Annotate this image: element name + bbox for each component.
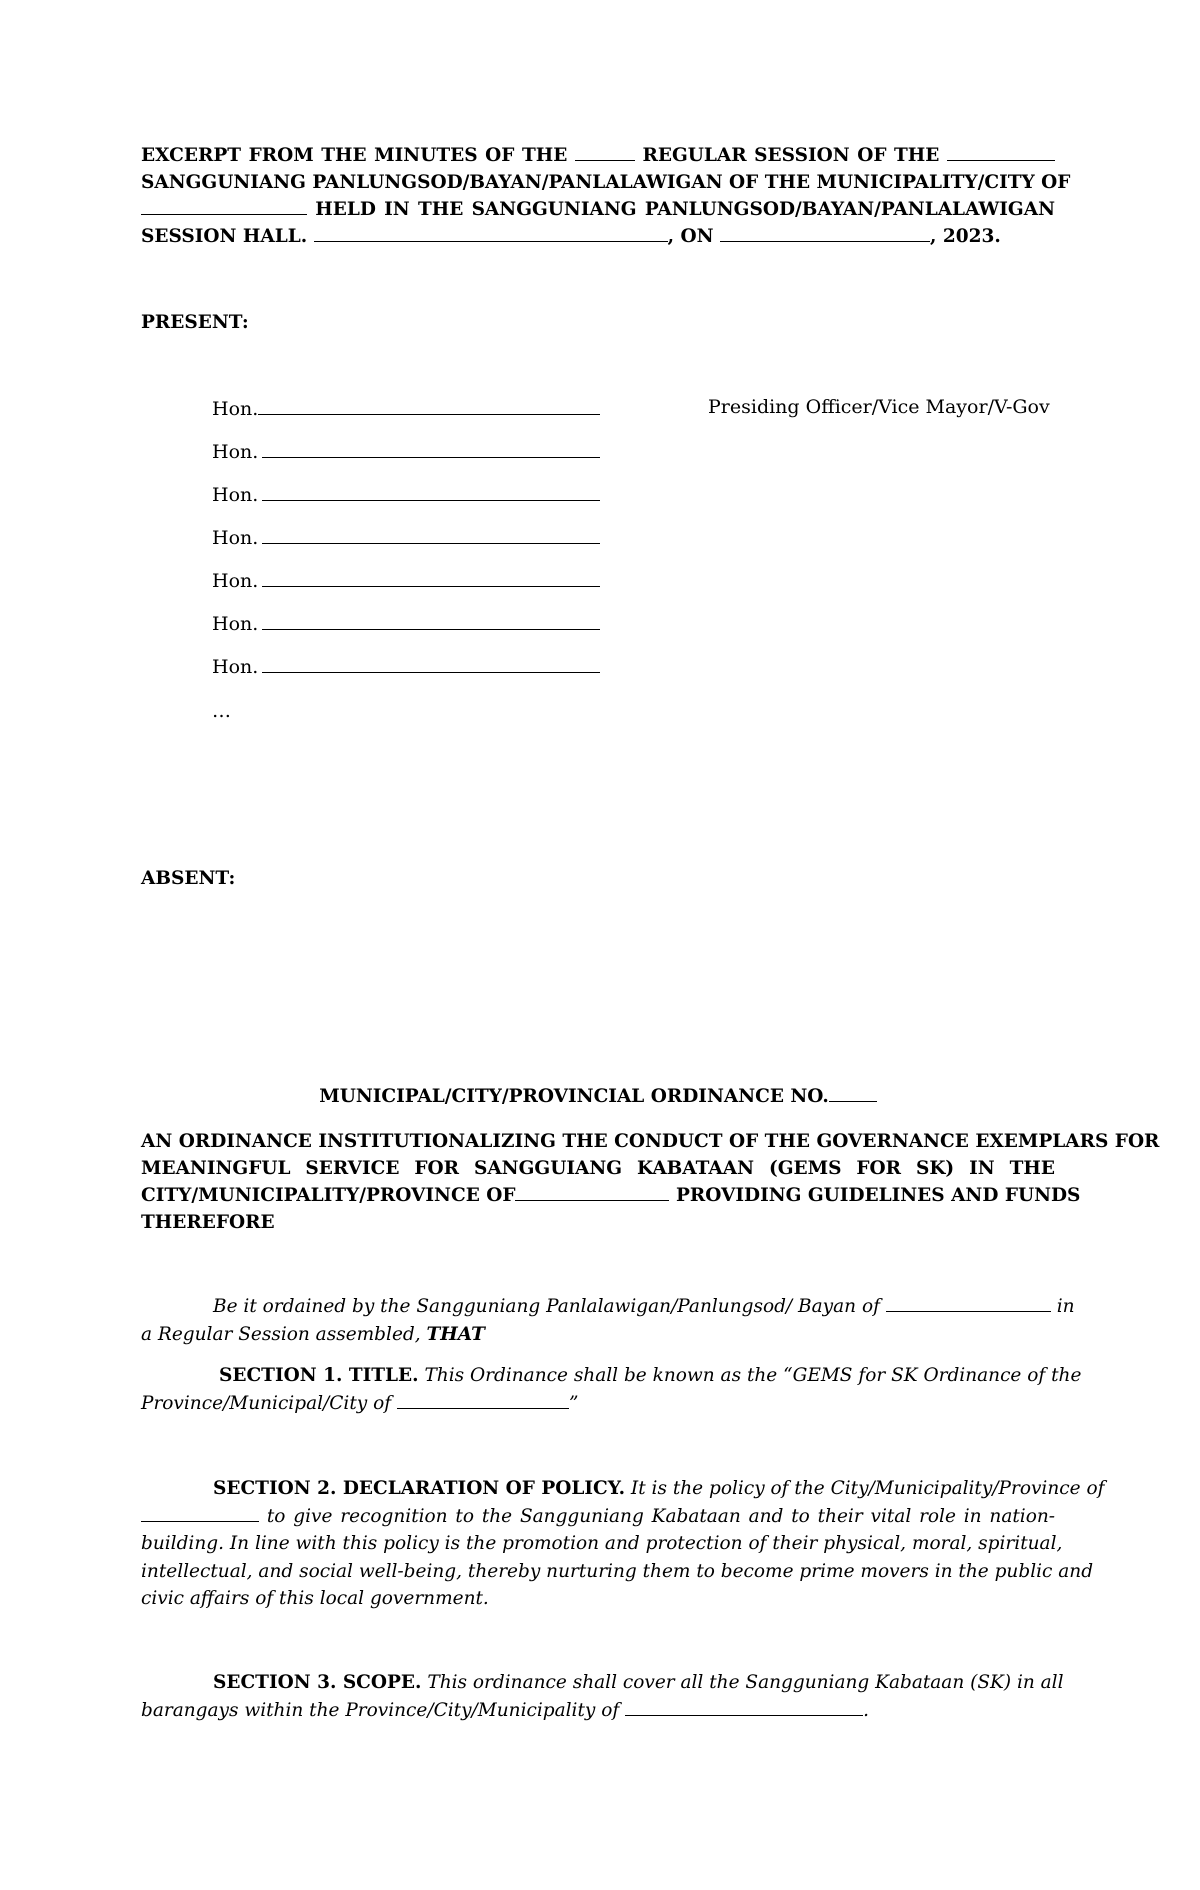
ordained-paragraph <box>141 1293 1075 1348</box>
section-2-line-5: civic affairs of this local government. <box>141 1588 489 1609</box>
hon-row <box>212 394 600 420</box>
ordained-line-1: Be it ordained by the Sangguniang Panlalawigan/Panlungsod/ Bayan of in <box>213 1296 1075 1317</box>
hon-label: Hon. <box>212 613 259 635</box>
ordinance-number: MUNICIPAL/CITY/PROVINCIAL ORDINANCE NO. <box>141 1086 1055 1107</box>
hon-row <box>212 609 600 635</box>
section-2-line-3: building. In line with this policy is the promotion and protection of their physical, moral, spiritual, <box>141 1533 1063 1554</box>
hon-label: Hon. <box>212 656 259 678</box>
hon-name-blank <box>262 609 600 630</box>
hon-label: Hon. <box>212 398 259 420</box>
hon-name-blank <box>262 652 600 673</box>
ellipsis: … <box>212 700 231 722</box>
section-2-line-2: to give recognition to the Sangguniang Kabataan and to their vital role in nation- <box>141 1503 1055 1531</box>
header-line-3: HELD IN THE SANGGUNIANG PANLUNGSOD/BAYAN/PANLALAWIGAN <box>141 196 1055 223</box>
present-label: PRESENT: <box>141 312 249 333</box>
hon-name-blank <box>262 566 600 587</box>
ordinance-title <box>141 1128 1160 1236</box>
title-line-4: THEREFORE <box>141 1212 275 1233</box>
section-1-line-1: SECTION 1. TITLE. This Ordinance shall be known as the “GEMS for SK Ordinance of the <box>219 1365 1082 1386</box>
hon-name-blank <box>262 437 600 458</box>
hon-label: Hon. <box>212 441 259 463</box>
hon-name-blank <box>258 394 600 415</box>
section-3-heading: SECTION 3. SCOPE. <box>213 1672 422 1693</box>
section-1-heading: SECTION 1. TITLE. <box>219 1365 419 1386</box>
section-2 <box>141 1475 1105 1613</box>
section-2-line-4: intellectual, and social well-being, thereby nurturing them to become prime movers in the public and <box>141 1560 1094 1582</box>
title-line-1: AN ORDINANCE INSTITUTIONALIZING THE CONDUCT OF THE GOVERNANCE EXEMPLARS FOR <box>141 1131 1160 1152</box>
hon-label: Hon. <box>212 527 259 549</box>
hon-row <box>212 652 600 678</box>
section-1 <box>141 1362 1082 1417</box>
hon-name-blank <box>262 523 600 544</box>
hon-label: Hon. <box>212 570 259 592</box>
section-3-line-1: SECTION 3. SCOPE. This ordinance shall cover all the Sangguniang Kabataan (SK) in all <box>213 1672 1064 1693</box>
hon-row <box>212 523 600 549</box>
hon-name-blank <box>262 480 600 501</box>
section-1-line-2: Province/Municipal/City of ” <box>141 1392 579 1414</box>
section-2-heading: SECTION 2. DECLARATION OF POLICY. <box>213 1478 626 1499</box>
hon-label: Hon. <box>212 484 259 506</box>
ordained-line-2: a Regular Session assembled, THAT <box>141 1323 485 1345</box>
header-line-1: EXCERPT FROM THE MINUTES OF THE REGULAR SESSION OF THE <box>141 142 1055 169</box>
title-line-2: MEANINGFUL SERVICE FOR SANGGUIANG KABATAAN (GEMS FOR SK) IN THE <box>141 1158 1055 1179</box>
presiding-officer-label: Presiding Officer/Vice Mayor/V-Gov <box>708 396 1050 418</box>
section-3 <box>141 1669 1064 1724</box>
header-line-4: SESSION HALL. , ON , 2023. <box>141 226 1001 247</box>
title-line-3: CITY/MUNICIPALITY/PROVINCE OF PROVIDING GUIDELINES AND FUNDS <box>141 1185 1081 1206</box>
hon-row <box>212 437 600 463</box>
minutes-header <box>141 142 1071 250</box>
section-2-line-1: SECTION 2. DECLARATION OF POLICY. It is the policy of the City/Municipality/Province of <box>213 1478 1105 1499</box>
absent-label: ABSENT: <box>141 868 236 889</box>
hon-row <box>212 480 600 506</box>
hon-row <box>212 566 600 592</box>
header-line-2: SANGGUNIANG PANLUNGSOD/BAYAN/PANLALAWIGAN OF THE MUNICIPALITY/CITY OF <box>141 172 1071 193</box>
section-3-line-2: barangays within the Province/City/Municipality of . <box>141 1699 869 1721</box>
